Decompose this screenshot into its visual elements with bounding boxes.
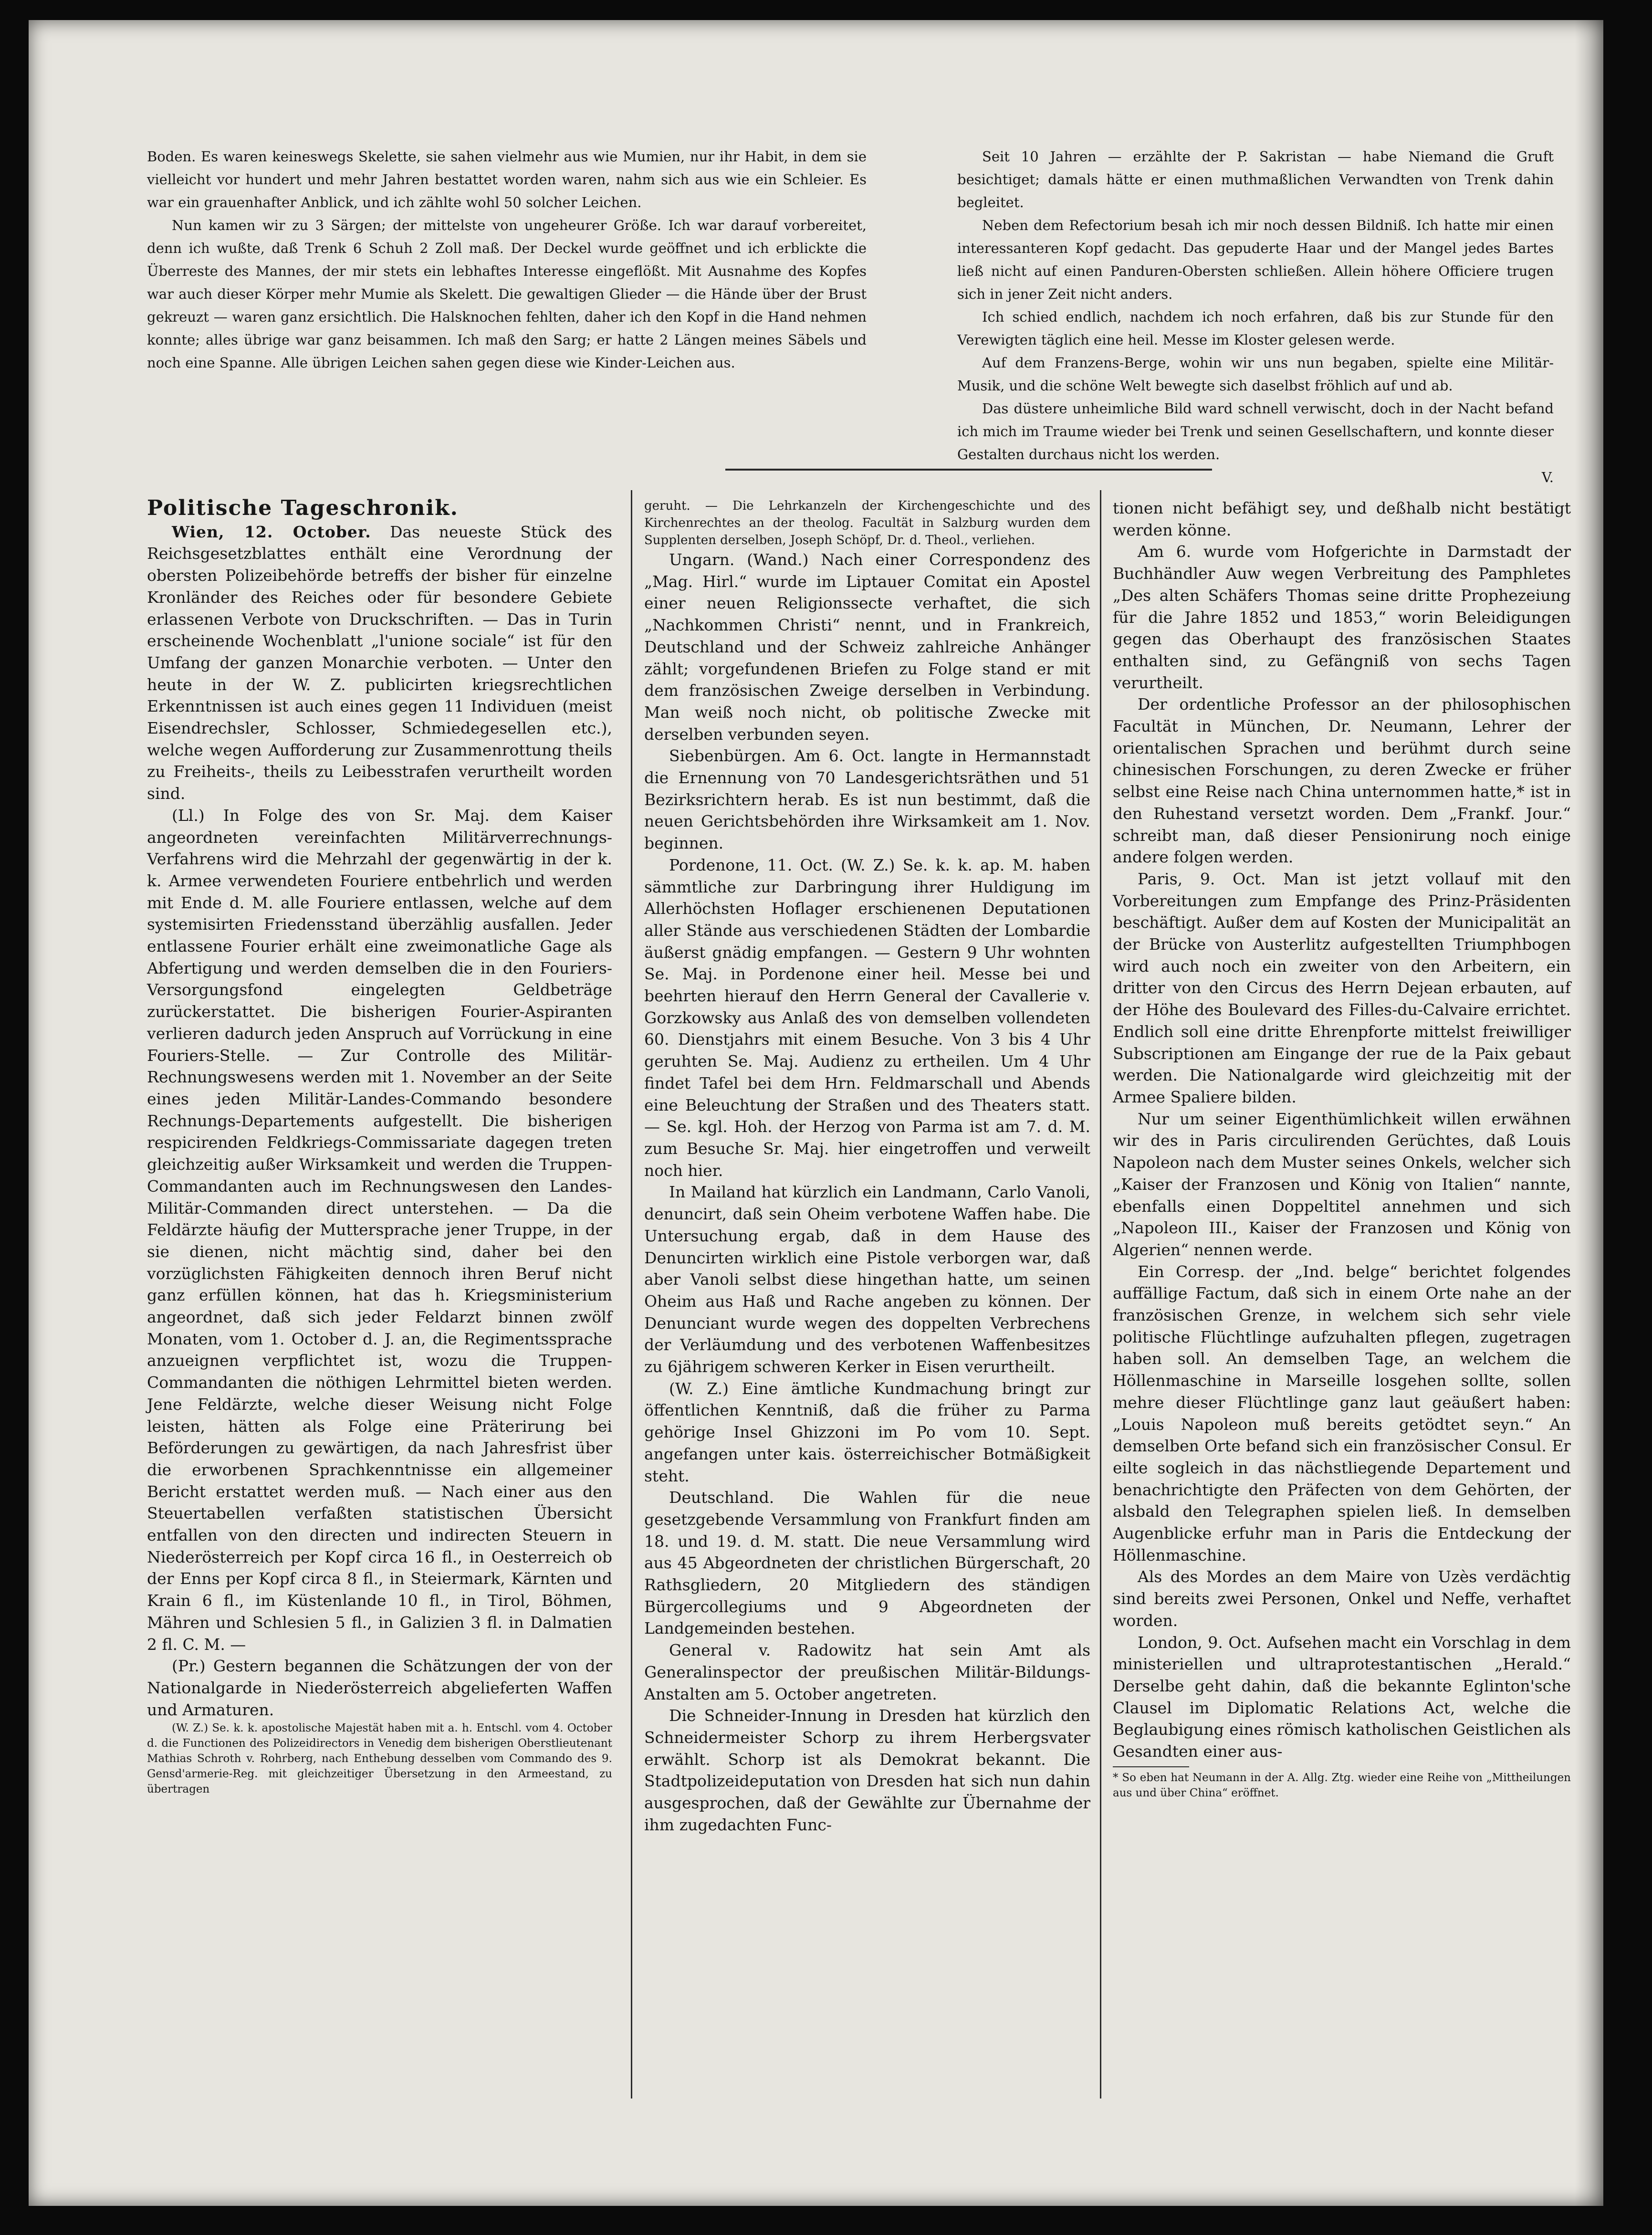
paragraph: Seit 10 Jahren — erzählte der P. Sakristan — habe Niemand die Gruft besichtiget; damals hätte er einen muthmaßlichen Verwandten von Trenk dahin begleitet.: [957, 148, 1554, 210]
footnote: * So eben hat Neumann in der A. Allg. Ztg. wieder eine Reihe von „Mittheilungen aus und über China“ eröffnet.: [1113, 1771, 1571, 1799]
paragraph: tionen nicht befähigt sey, und deßhalb nicht bestätigt werden könne.: [1113, 499, 1571, 539]
column-1: [147, 497, 612, 1797]
paragraph: (Ll.) In Folge des von Sr. Maj. dem Kaiser angeordneten vereinfachten Militärverrechnungs-Verfahrens wird die Mehrzahl der gegenwärtig in der k. k. Armee verwendeten Fouriere entbehrlich und werden mit Ende d. M. alle Fouriere entlassen, welche auf dem systemisirten Friedensstand überzählig ausfallen. Jeder entlassene Fourier erhält eine zweimonatliche Gage als Abfertigung und werden demselben die in den Fouriers-Versorgungsfond eingelegten Geldbeträge zurückerstattet. Die bisherigen Fourier-Aspiranten verlieren dadurch jeden Anspruch auf Vorrückung in eine Fouriers-Stelle. — Zur Controlle des Militär-Rechnungswesens werden mit 1. November an der Seite eines jeden Militär-Landes-Commando besondere Rechnungs-Departements aufgestellt. Die bisherigen respicirenden Feldkriegs-Commissariate dagegen treten gleichzeitig außer Wirksamkeit und werden die Truppen-Commandanten auch im Rechnungswesen den Landes-Militär-Commanden direct unterstehen. — Da die Feldärzte häufig der Muttersprache jener Truppe, in der sie dienen, nicht mächtig sind, daher bei den vorzüglichsten Fähigkeiten dennoch ihren Beruf nicht ganz erfüllen können, hat das h. Kriegsministerium angeordnet, daß sich jeder Feldarzt binnen zwölf Monaten, vom 1. October d. J. an, die Regimentssprache anzueignen verpflichtet ist, wozu die Truppen-Commandanten die nöthigen Lehrmittel bieten werden. Jene Feldärzte, welche dieser Weisung nicht Folge leisten, hätten als Folge eine Präterirung bei Beförderungen zu gewärtigen, da nach Jahresfrist über die erworbenen Sprachkenntnisse ein allgemeiner Bericht erstattet werden muß. — Nach einer aus den Steuertabellen verfaßten statistischen Übersicht entfallen von den directen und indirecten Steuern in Niederösterreich per Kopf circa 16 fl., in Oesterreich ob der Enns per Kopf circa 8 fl., in Steiermark, Kärnten und Krain 6 fl., im Küstenlande 10 fl., in Tirol, Böhmen, Mähren und Schlesien 5 fl., in Galizien 3 fl. in Dalmatien 2 fl. C. M. —: [147, 806, 612, 1654]
dateline: Wien, 12. October.: [172, 522, 371, 541]
paragraph: Nun kamen wir zu 3 Särgen; der mittelste von ungeheurer Größe. Ich war darauf vorbereitet, denn ich wußte, daß Trenk 6 Schuh 2 Zoll maß. Der Deckel wurde geöffnet und ich erblickte die Überreste des Mannes, der mir stets ein lebhaftes Interesse eingeflößt. Mit Ausnahme des Kopfes war auch dieser Körper mehr Mumie als Skelett. Die gewaltigen Glieder — die Hände über der Brust gekreuzt — waren ganz ersichtlich. Die Halsknochen fehlten, daher ich den Kopf in die Hand nehmen konnte; alles übrige war ganz beisammen. Ich maß den Sarg; er hatte 2 Längen meines Säbels und noch eine Spanne. Alle übrigen Leichen sahen gegen diese wie Kinder-Leichen aus.: [147, 217, 867, 371]
paragraph: Auf dem Franzens-Berge, wohin wir uns nun begaben, spielte eine Militär-Musik, und die schöne Welt bewegte sich daselbst fröhlich auf und ab.: [957, 355, 1554, 394]
column-rule-2: [1100, 490, 1101, 2099]
paragraph: Die Schneider-Innung in Dresden hat kürzlich den Schneidermeister Schorp zu ihrem Herbergsvater erwählt. Schorp ist als Demokrat bekannt. Die Stadtpolizeideputation von Dresden hat sich nun dahin ausgesprochen, daß der Gewählte zur Übernahme der ihm zugedachten Func-: [644, 1706, 1090, 1834]
paragraph: Das neueste Stück des Reichsgesetzblattes enthält eine Verordnung der obersten Polizeibehörde betreffs der bisher für einzelne Kronländer des Reiches oder für besondere Gebiete erlassenen Verbote von Druckschriften. — Das in Turin erscheinende Wochenblatt „l'unione sociale“ ist für den Umfang der ganzen Monarchie verboten. — Unter den heute in der W. Z. publicirten kriegsrechtlichen Erkenntnissen ist auch eines gegen 11 Individuen (meist Eisendrechsler, Schlosser, Schmiedegesellen etc.), welche wegen Aufforderung zur Zusammenrottung theils zu Freiheits-, theils zu Leibesstrafen verurtheilt worden sind.: [147, 522, 612, 803]
footnote-rule: [1113, 1766, 1189, 1767]
paragraph: Am 6. wurde vom Hofgerichte in Darmstadt der Buchhändler Auw wegen Verbreitung des Pamphletes „Des alten Schäfers Thomas seine dritte Prophezeiung für die Jahre 1852 und 1853,“ worin Beleidigungen gegen das Oberhaupt des französischen Staates enthalten sind, zu Gefängniß von sechs Tagen verurtheilt.: [1113, 542, 1571, 692]
paragraph: (Pr.) Gestern begannen die Schätzungen der von der Nationalgarde in Niederösterreich abgelieferten Waffen und Armaturen.: [147, 1657, 612, 1719]
paragraph: Als des Mordes an dem Maire von Uzès verdächtig sind bereits zwei Personen, Onkel und Neffe, verhaftet worden.: [1113, 1567, 1571, 1630]
column-rule-1: [631, 490, 632, 2099]
author-signature: V.: [1541, 469, 1554, 485]
column-2: [644, 497, 1090, 1836]
paragraph: geruht. — Die Lehrkanzeln der Kirchengeschichte und des Kirchenrechtes an der theolog. Facultät in Salzburg wurden dem Supplenten derselben, Joseph Schöpf, Dr. d. Theol., verliehen.: [644, 499, 1090, 547]
column-3: [1113, 497, 1571, 1801]
footnote-paragraph: (W. Z.) Se. k. k. apostolische Majestät haben mit a. h. Entschl. vom 4. October d. die Functionen des Polizeidirectors in Venedig dem bisherigen Oberstlieutenant Mathias Schroth v. Rohrberg, nach Enthebung desselben vom Commando des 9. Gensd'armerie-Reg. mit gleichzeitiger Übersetzung in den Armeestand, zu übertragen: [147, 1722, 612, 1796]
article-mailand: In Mailand hat kürzlich ein Landmann, Carlo Vanoli, denuncirt, daß sein Oheim verbotene Waffen habe. Die Untersuchung ergab, daß in dem Hause des Denuncirten wirklich eine Pistole verborgen war, daß aber Vanoli selbst diese hingethan hatte, um seinen Oheim aus Haß und Rache angeben zu können. Der Denunciant wurde wegen des doppelten Verbrechens der Verläumdung und des verbotenen Waffenbesitzes zu 6jährigem schweren Kerker in Eisen verurtheilt.: [644, 1183, 1090, 1376]
page-gutter-shadow: [1575, 20, 1603, 2206]
newspaper-page: [29, 20, 1603, 2206]
article-paris: Paris, 9. Oct. Man ist jetzt vollauf mit den Vorbereitungen zum Empfange des Prinz-Präsidenten beschäftigt. Außer dem auf Kosten der Municipalität an der Brücke von Austerlitz aufgestellten Triumphbogen wird auch noch ein zweiter von den Arbeitern, ein dritter von den Circus des Herrn Dejean erbauten, auf der Höhe des Boulevard des Filles-du-Calvaire errichtet. Endlich soll eine dritte Ehrenpforte mittelst freiwilliger Subscriptionen am Eingange der rue de la Paix gebaut werden. Die Nationalgarde wird gleichzeitig mit der Armee Spaliere bilden.: [1113, 869, 1571, 1106]
section-title: Politische Tageschronik.: [147, 496, 459, 520]
story-continuation-left: [147, 145, 867, 374]
article-deutschland: Deutschland. Die Wahlen für die neue gesetzgebende Versammlung von Frankfurt finden am 18. und 19. d. M. statt. Die neue Versammlung wird aus 45 Abgeordneten der christlichen Bürgerschaft, 20 Rathsgliedern, 20 Mitgliedern des ständigen Bürgercollegiums und 9 Abgeordneten der Landgemeinden bestehen.: [644, 1488, 1090, 1638]
paragraph: Der ordentliche Professor an der philosophischen Facultät in München, Dr. Neumann, Lehrer der orientalischen Sprachen und berühmt durch seine chinesischen Forschungen, zu deren Zwecke er früher selbst eine Reise nach China unternommen hatte,* ist in den Ruhestand versetzt worden. Dem „Frankf. Jour.“ schreibt man, daß dieser Pensionirung noch einige andere folgen werden.: [1113, 695, 1571, 867]
article-london: London, 9. Oct. Aufsehen macht ein Vorschlag in dem ministeriellen und ultraprotestantischen „Herald.“ Derselbe geht dahin, daß die bekannte Eglinton'sche Clausel im Diplomatic Relations Act, welche die Beglaubigung eines römisch katholischen Geistlichen als Gesandten einer aus-: [1113, 1633, 1571, 1761]
article-siebenbuergen: Siebenbürgen. Am 6. Oct. langte in Hermannstadt die Ernennung von 70 Landesgerichtsräthen und 51 Bezirksrichtern herab. Es ist nun bestimmt, daß die neuen Gerichtsbehörden ihre Wirksamkeit am 1. Nov. beginnen.: [644, 746, 1090, 853]
article-parma: (W. Z.) Eine ämtliche Kundmachung bringt zur öffentlichen Kenntniß, daß die früher zu Parma gehörige Insel Ghizzoni im Po vom 10. Sept. angefangen unter kais. österreichischer Botmäßigkeit steht.: [644, 1379, 1090, 1485]
story-continuation-right: [957, 145, 1554, 489]
paragraph: Neben dem Refectorium besah ich mir noch dessen Bildniß. Ich hatte mir einen interessanteren Kopf gedacht. Das gepuderte Haar und der Mangel jedes Bartes ließ nicht auf einen Panduren-Obersten schließen. Allein höhere Officiere trugen sich in jener Zeit nicht anders.: [957, 217, 1554, 302]
article-ungarn: Ungarn. (Wand.) Nach einer Correspondenz des „Mag. Hirl.“ wurde im Liptauer Comitat ein Apostel einer neuen Religionssecte verhaftet, die sich „Nachkommen Christi“ nennt, und in Frankreich, Deutschland und der Schweiz zahlreiche Anhänger zählt; vorgefundenen Briefen zu Folge stand er mit dem französischen Zweige derselben in Verbindung. Man weiß noch nicht, ob politische Zwecke mit derselben verbunden seyen.: [644, 550, 1090, 744]
paragraph: Ich schied endlich, nachdem ich noch erfahren, daß bis zur Stunde für den Verewigten täglich eine heil. Messe im Kloster gelesen werde.: [957, 309, 1554, 348]
article-pordenone: Pordenone, 11. Oct. (W. Z.) Se. k. k. ap. M. haben sämmtliche zur Darbringung ihrer Huldigung im Allerhöchsten Hoflager erschienenen Deputationen aller Stände aus verschiedenen Städten der Lombardie äußerst gnädig empfangen. — Gestern 9 Uhr wohnten Se. Maj. in Pordenone einer heil. Messe bei und beehrten hierauf den Herrn General der Cavallerie v. Gorzkowsky aus Anlaß des von demselben vollendeten 60. Dienstjahrs mit einem Besuche. Von 3 bis 4 Uhr geruhten Se. Maj. Audienz zu ertheilen. Um 4 Uhr findet Tafel bei dem Hrn. Feldmarschall und Abends eine Beleuchtung der Straßen und des Theaters statt. — Se. kgl. Hoh. der Herzog von Parma ist am 7. d. M. zum Besuche Sr. Maj. hier eingetroffen und verweilt noch hier.: [644, 855, 1090, 1180]
paragraph: Nur um seiner Eigenthümlichkeit willen erwähnen wir des in Paris circulirenden Gerüchtes, daß Louis Napoleon nach dem Muster seines Onkels, welcher sich „Kaiser der Franzosen und König von Italien“ nannte, ebenfalls einen Doppeltitel annehmen und sich „Napoleon III., Kaiser der Franzosen und König von Algerien“ nennen werde.: [1113, 1109, 1571, 1259]
paragraph: General v. Radowitz hat sein Amt als Generalinspector der preußischen Militär-Bildungs-Anstalten am 5. October angetreten.: [644, 1641, 1090, 1703]
paragraph: Boden. Es waren keineswegs Skelette, sie sahen vielmehr aus wie Mumien, nur ihr Habit, in dem sie vielleicht vor hundert und mehr Jahren bestattet worden waren, nahm sich aus wie ein Schleier. Es war ein grauenhafter Anblick, und ich zählte wohl 50 solcher Leichen.: [147, 148, 867, 210]
paragraph: Ein Corresp. der „Ind. belge“ berichtet folgendes auffällige Factum, daß sich in einem Orte nahe an der französischen Grenze, in welchem sich sehr viele politische Flüchtlinge aufzuhalten pflegen, zugetragen haben soll. An demselben Tage, an welchem die Höllenmaschine in Marseille losgehen sollte, sollen mehre dieser Flüchtlinge ganz laut geäußert haben: „Louis Napoleon muß bereits getödtet seyn.“ An demselben Orte befand sich ein französischer Consul. Er eilte sogleich in das nächstliegende Departement und benachrichtigte den Präfecten von dem Gehörten, der alsbald den Telegraphen spielen ließ. In demselben Augenblicke erfuhr man in Paris die Entdeckung der Höllenmaschine.: [1113, 1262, 1571, 1564]
paragraph: Das düstere unheimliche Bild ward schnell verwischt, doch in der Nacht befand ich mich im Traume wieder bei Trenk und seinen Gesellschaftern, und konnte dieser Gestalten durchaus nicht los werden.: [957, 400, 1554, 462]
section-divider: [725, 469, 1212, 471]
